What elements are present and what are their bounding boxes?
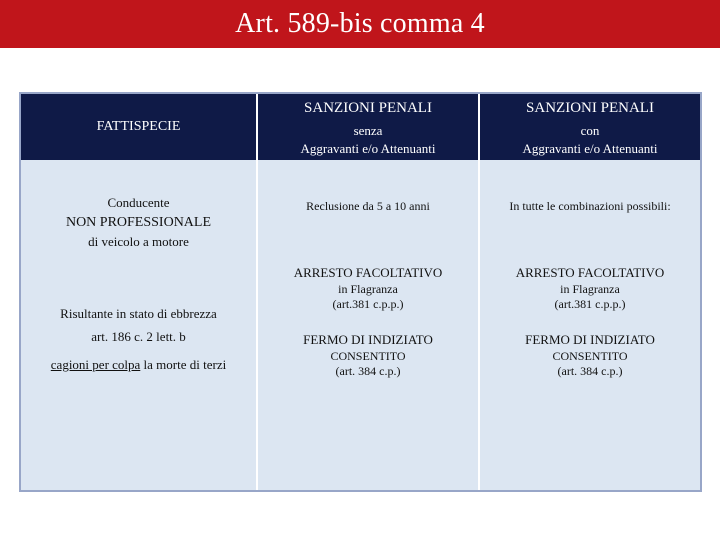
fattispecie-line-6-rest: la morte di terzi — [140, 357, 227, 372]
con-fermo-line-3: (art. 384 c.p.) — [557, 364, 623, 379]
senza-pena-text: Reclusione da 5 a 10 anni — [306, 199, 430, 213]
fattispecie-line-5: art. 186 c. 2 lett. b — [91, 328, 186, 344]
senza-fermo — [258, 332, 478, 380]
senza-pena — [258, 199, 478, 215]
header-fattispecie-label: FATTISPECIE — [96, 119, 181, 134]
con-arresto-line-1: ARRESTO FACOLTATIVO — [515, 265, 665, 280]
con-fermo — [480, 332, 700, 380]
fattispecie-block-2 — [21, 303, 256, 349]
header-senza-qualifier: senza — [353, 123, 383, 139]
page-title: Art. 589-bis comma 4 — [235, 8, 485, 39]
senza-fermo-line-1: FERMO DI INDIZIATO — [303, 332, 433, 347]
sanctions-table — [19, 92, 702, 492]
senza-arresto-line-1: ARRESTO FACOLTATIVO — [293, 265, 443, 280]
fattispecie-line-4: Risultante in stato di ebbrezza — [60, 306, 217, 321]
fattispecie-line-1: Conducente — [107, 195, 170, 210]
senza-fermo-line-2: CONSENTITO — [330, 348, 406, 363]
header-senza — [258, 98, 478, 157]
con-arresto-line-3: (art.381 c.p.p.) — [554, 297, 626, 312]
fattispecie-line-3: di veicolo a motore — [88, 234, 189, 250]
con-arresto — [480, 265, 700, 313]
header-con — [480, 98, 700, 157]
fattispecie-block-1 — [21, 194, 256, 252]
senza-arresto — [258, 265, 478, 313]
fattispecie-line-6-underlined: cagioni per colpa — [50, 357, 141, 372]
header-senza-detail: Aggravanti e/o Attenuanti — [300, 140, 436, 156]
fattispecie-block-3 — [21, 357, 256, 374]
con-arresto-line-2: in Flagranza — [560, 281, 620, 296]
con-pena — [480, 199, 700, 215]
header-senza-main: SANZIONI PENALI — [304, 100, 432, 116]
header-con-qualifier: con — [580, 123, 600, 139]
header-con-detail: Aggravanti e/o Attenuanti — [522, 140, 658, 156]
header-fattispecie — [21, 118, 256, 137]
con-fermo-line-2: CONSENTITO — [552, 348, 628, 363]
senza-arresto-line-3: (art.381 c.p.p.) — [332, 297, 404, 312]
header-con-main: SANZIONI PENALI — [526, 100, 654, 116]
con-pena-text: In tutte le combinazioni possibili: — [509, 199, 671, 213]
fattispecie-line-2: NON PROFESSIONALE — [65, 214, 212, 230]
senza-fermo-line-3: (art. 384 c.p.) — [335, 364, 401, 379]
con-fermo-line-1: FERMO DI INDIZIATO — [525, 332, 655, 347]
senza-arresto-line-2: in Flagranza — [338, 281, 398, 296]
title-bar — [0, 0, 720, 48]
